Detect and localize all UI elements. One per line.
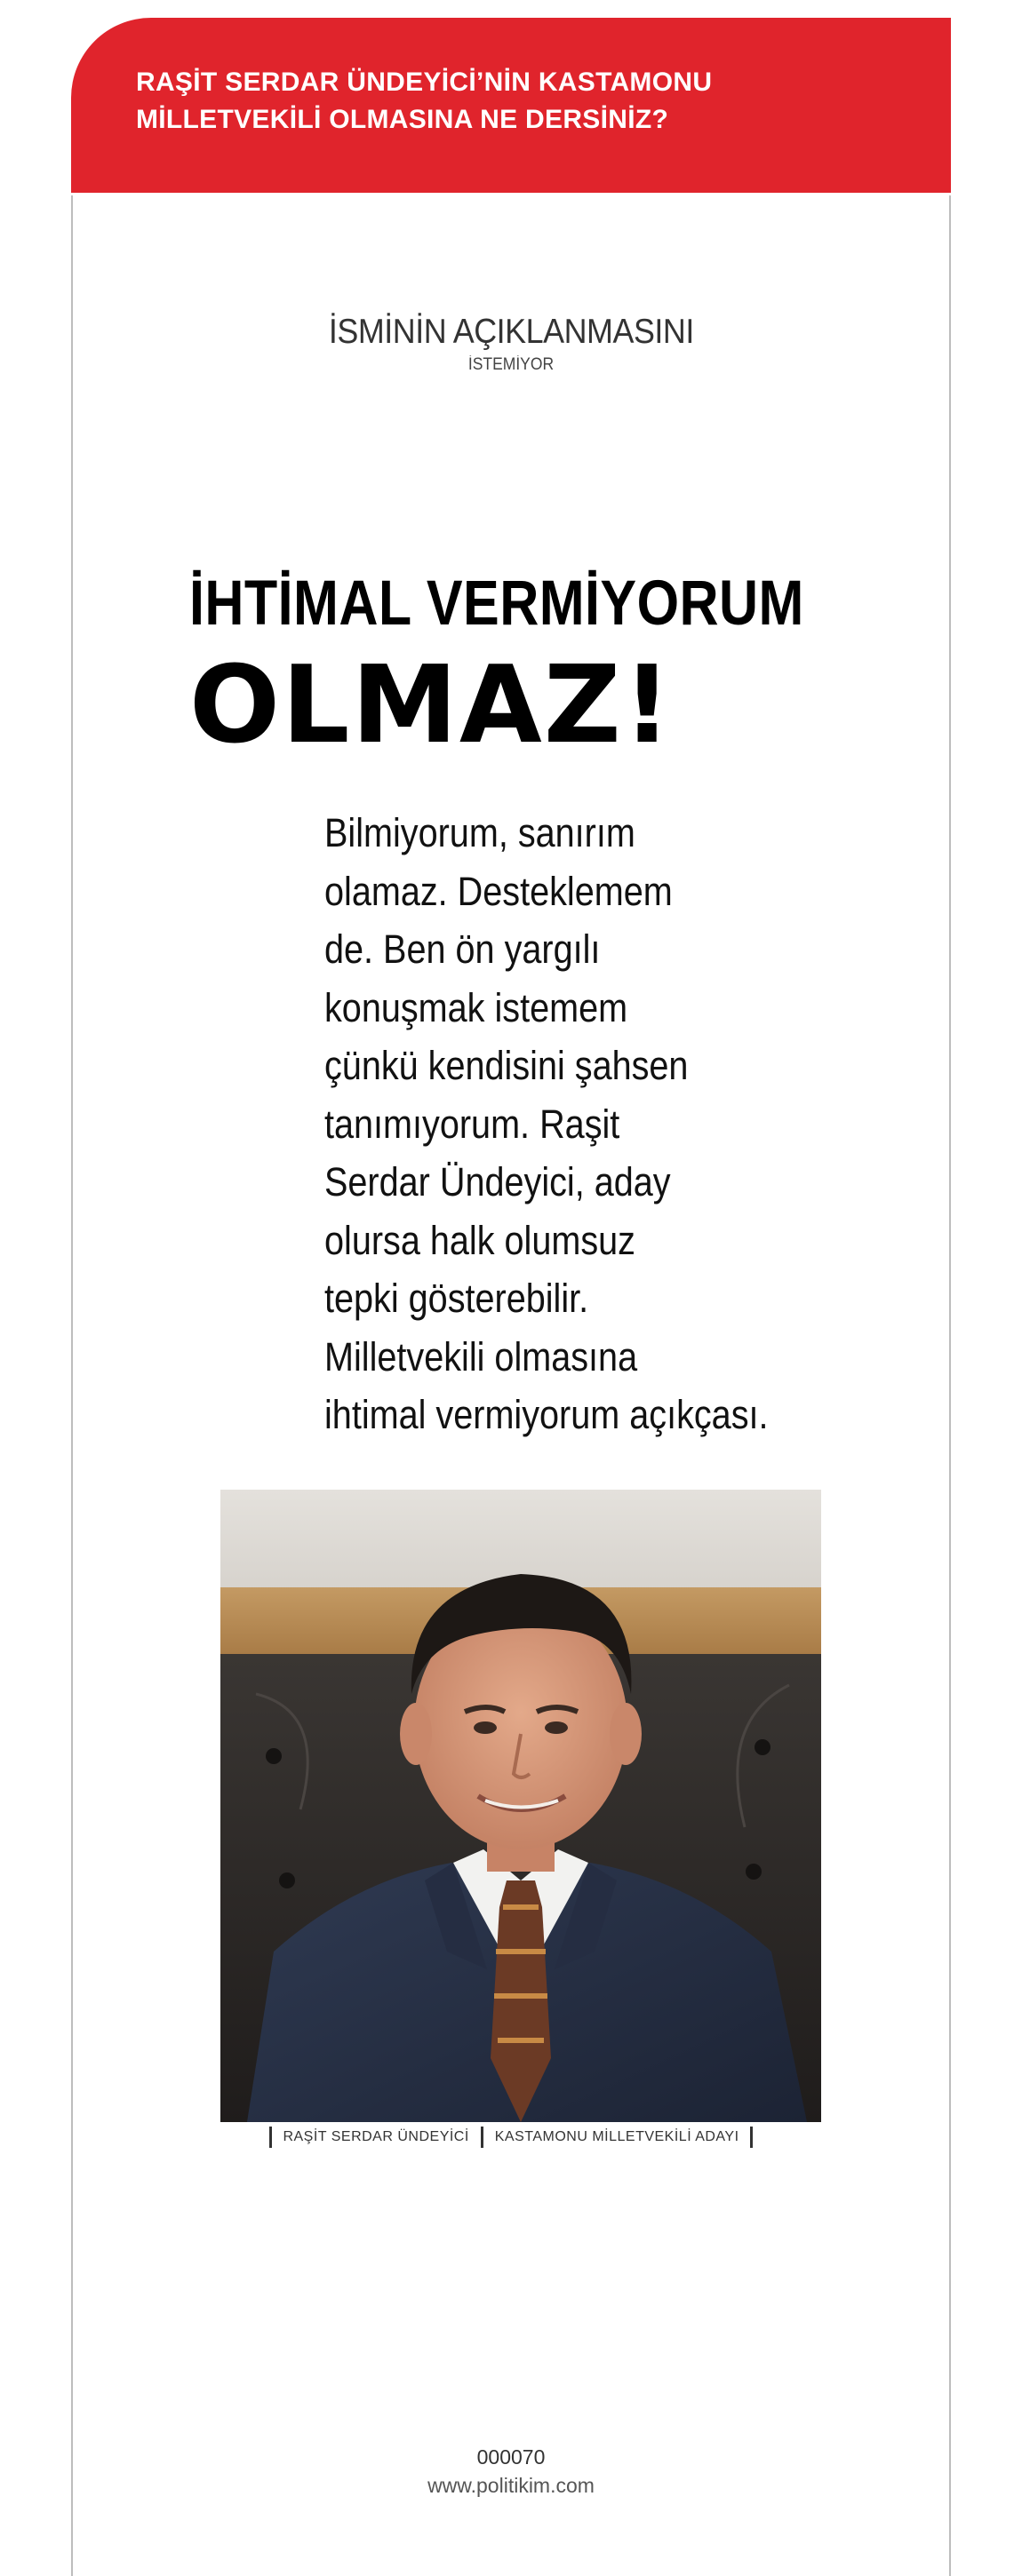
left-border	[71, 195, 73, 2576]
caption-divider	[481, 2127, 483, 2148]
photo-caption	[71, 2127, 951, 2148]
header-title-line2: MİLLETVEKİLİ OLMASINA NE DERSİNİZ?	[136, 105, 669, 134]
right-border	[949, 195, 951, 2576]
quote-line: olamaz. Desteklemem	[324, 868, 673, 914]
quote-line: olursa halk olumsuz	[324, 1217, 635, 1263]
quote-line: ihtimal vermiyorum açıkçası.	[324, 1392, 769, 1437]
quote-line: Milletvekili olmasına	[324, 1333, 638, 1379]
headline-emphasis: OLMAZ!	[189, 644, 674, 767]
caption-divider	[269, 2127, 272, 2148]
quote-line: tanımıyorum. Raşit	[324, 1101, 620, 1147]
quote-line: Serdar Ündeyici, aday	[324, 1159, 671, 1205]
quote-line: tepki gösterebilir.	[324, 1276, 589, 1321]
caption-name: RAŞİT SERDAR ÜNDEYİCİ	[283, 2129, 469, 2144]
quote-line: Bilmiyorum, sanırım	[324, 810, 635, 855]
headline: İHTİMAL VERMİYORUM	[189, 568, 804, 639]
portrait-illustration	[220, 1490, 821, 2122]
quote-line: konuşmak istemem	[324, 984, 628, 1030]
caption-role: KASTAMONU MİLLETVEKİLİ ADAYI	[494, 2129, 739, 2144]
header-banner	[71, 18, 951, 193]
site-url: www.politikim.com	[427, 2474, 595, 2497]
respondent-subtitle: İSTEMİYOR	[467, 355, 555, 374]
portrait-photo	[220, 1490, 821, 2122]
header-title-line1: RAŞİT SERDAR ÜNDEYİCİ’NİN KASTAMONU	[136, 68, 713, 97]
page-number: 000070	[476, 2445, 546, 2469]
caption-divider	[750, 2127, 753, 2148]
respondent-name: İSMİNİN AÇIKLANMASINI	[328, 313, 694, 351]
respondent-attribution	[71, 311, 951, 375]
quote-line: çünkü kendisini şahsen	[324, 1043, 689, 1088]
quote-line: de. Ben ön yargılı	[324, 926, 601, 972]
header-title	[136, 64, 918, 139]
quote-text	[324, 804, 769, 1444]
page-footer	[71, 2444, 951, 2499]
